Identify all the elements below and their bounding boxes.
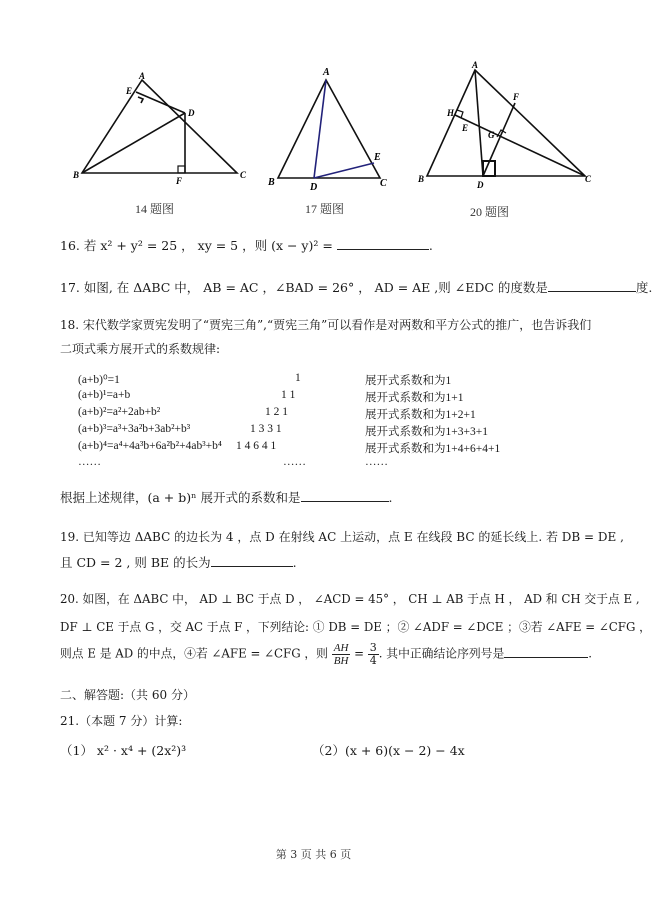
q21-part-2: （2）(x + 6)(x − 2) − 4x	[312, 743, 465, 758]
q19-answer-blank[interactable]	[211, 553, 293, 567]
table-row	[265, 406, 288, 418]
page-footer: 第 3 页 共 6 页	[275, 848, 352, 861]
table-row	[365, 440, 500, 456]
frac-num: 3	[369, 641, 377, 654]
row-sum: 展开式系数和为1+4+6+4+1	[365, 443, 501, 455]
row-coef: 1 4 6 4 1	[236, 440, 277, 452]
figure-14	[70, 70, 250, 185]
fig14-label-a: A	[139, 71, 146, 81]
fig20-label-h: H	[447, 108, 455, 118]
q20-line-1: 20. 如图，在 ΔABC 中， AD ⊥ BC 于点 D ， ∠ACD = 45° ， CH ⊥ AB 于点 H ， AD 和 CH 交于点 E ,	[60, 592, 640, 606]
q19-line-1: 19. 已知等边 ΔABC 的边长为 4 ，点 D 在射线 AC 上运动，点 E 在线段 BC 的延长线上. 若 DB = DE ,	[60, 530, 624, 544]
fig17-label-d: D	[310, 182, 318, 193]
figure-17	[262, 62, 397, 192]
row-sum: 展开式系数和为1	[365, 375, 452, 387]
row-coef: 1 2 1	[265, 406, 288, 418]
row-sum: 展开式系数和为1+1	[365, 392, 464, 404]
dots-middle: ……	[283, 456, 306, 468]
fig17-label-b: B	[268, 177, 275, 188]
table-row	[78, 406, 160, 418]
q20-line-3b: . 其中正确结论序列号是	[378, 646, 505, 661]
q18-conclusion-text: 根据上述规律，(a + b)ⁿ 展开式的系数和是	[60, 490, 301, 505]
fig14-label-d: D	[188, 108, 195, 118]
fig14-caption: 14 题图	[135, 202, 175, 216]
row-expr: (a+b)³=a³+3a²b+3ab²+b³	[78, 423, 191, 435]
q19-line-2-text: 且 CD = 2 , 则 BE 的长为	[60, 555, 211, 570]
fig14-label-e: E	[126, 86, 133, 96]
row-expr: (a+b)⁴=a⁴+4a³b+6a²b²+4ab³+b⁴	[78, 440, 222, 452]
frac-den: BH	[333, 655, 349, 667]
frac-den: 4	[369, 654, 377, 667]
fig20-caption: 20 题图	[470, 205, 510, 219]
fig14-label-b: B	[73, 170, 80, 180]
frac-num: AH	[333, 642, 349, 654]
q17-answer-blank[interactable]	[548, 278, 636, 292]
q17-text: 17. 如图, 在 ΔABC 中， AB = AC ，∠BAD = 26° ， AD = AE ,则 ∠EDC 的度数是	[60, 280, 548, 295]
q20-end: .	[588, 646, 593, 661]
table-row	[295, 372, 301, 384]
question-17	[60, 278, 652, 296]
q16-end: .	[428, 238, 433, 253]
row-sum: 展开式系数和为1+2+1	[365, 409, 476, 421]
table-row	[365, 423, 488, 439]
row-expr: (a+b)⁰=1	[78, 374, 120, 386]
q20-answer-blank[interactable]	[504, 644, 588, 658]
table-row	[250, 423, 282, 435]
fig17-caption: 17 题图	[305, 202, 345, 216]
dots-left: ……	[78, 456, 101, 468]
fig20-label-b: B	[418, 174, 425, 184]
q18-conclusion	[60, 488, 393, 506]
table-row	[365, 372, 451, 388]
fig17-label-a: A	[323, 67, 330, 78]
row-expr: (a+b)²=a²+2ab+b²	[78, 406, 161, 418]
table-row	[78, 389, 130, 401]
row-expr: (a+b)¹=a+b	[78, 389, 131, 401]
q20-fraction-3-4	[368, 642, 379, 667]
dots-right: ……	[365, 456, 388, 468]
fig20-label-g: G	[488, 130, 495, 140]
q16-answer-blank[interactable]	[337, 236, 429, 250]
row-coef: 1 3 3 1	[250, 423, 282, 435]
table-row	[78, 440, 222, 452]
q17-end: 度.	[635, 280, 652, 295]
q18-line-2: 二项式乘方展开式的系数规律:	[60, 342, 221, 356]
fig20-label-e: E	[462, 123, 469, 133]
table-row	[281, 389, 295, 401]
row-sum: 展开式系数和为1+3+3+1	[365, 426, 488, 438]
fig20-label-d: D	[477, 180, 484, 190]
table-row	[365, 389, 464, 405]
fig17-label-e: E	[374, 152, 381, 163]
fig20-label-f: F	[513, 92, 520, 102]
table-row	[78, 423, 190, 435]
q16-text: 16. 若 x² + y² = 25 ， xy = 5 ，则 (x − y)² =	[60, 238, 337, 253]
section-title: 二、解答题:（共 60 分）	[60, 688, 195, 702]
table-row	[365, 406, 476, 422]
q20-line-3a: 则点 E 是 AD 的中点，④若 ∠AFE = ∠CFG ，则	[60, 646, 328, 661]
question-16	[60, 236, 433, 254]
q20-line-3	[60, 642, 592, 667]
q18-end: .	[388, 490, 393, 505]
figure-20	[415, 58, 600, 190]
q19-line-2	[60, 553, 297, 571]
q20-fraction-ah-bh	[332, 642, 351, 667]
table-row	[78, 372, 120, 386]
q18-answer-blank[interactable]	[301, 488, 389, 502]
q21-part-1: （1） x² · x⁴ + (2x²)³	[60, 743, 187, 758]
table-row	[236, 440, 276, 452]
q20-equals: =	[354, 646, 365, 661]
row-coef: 1 1	[281, 389, 296, 401]
q20-line-2: DF ⊥ CE 于点 G ，交 AC 于点 F ，下列结论: ① DB = DE ；② ∠ADF = ∠DCE ；③若 ∠AFE = ∠CFG ，	[60, 620, 651, 634]
fig14-label-f: F	[176, 176, 183, 186]
fig14-label-c: C	[240, 170, 247, 180]
fig17-label-c: C	[380, 178, 387, 189]
fig20-label-a: A	[472, 60, 479, 70]
q19-end: .	[292, 555, 297, 570]
row-coef: 1	[295, 372, 301, 384]
q18-line-1: 18. 宋代数学家贾宪发明了“贾宪三角”,“贾宪三角”可以看作是对两数和平方公式的推广，也告诉我们	[60, 318, 592, 332]
q21-title: 21.（本题 7 分）计算:	[60, 714, 183, 728]
fig20-label-c: C	[585, 174, 592, 184]
